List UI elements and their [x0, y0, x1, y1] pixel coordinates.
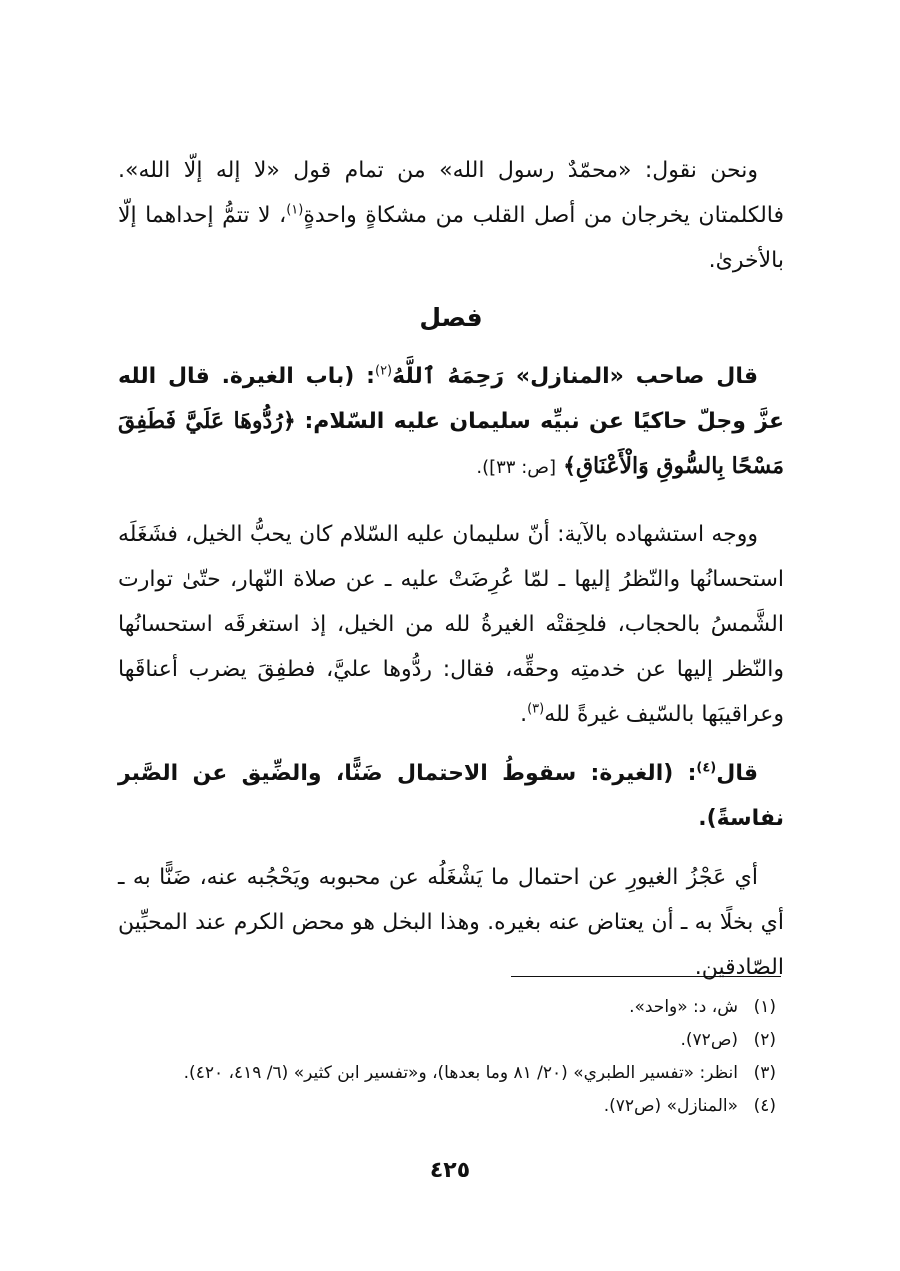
footnote-item [118, 1024, 784, 1057]
verse-reference: [ص: ٣٣]). [476, 457, 557, 478]
paragraph-3-text: ووجه استشهاده بالآية: أنّ سليمان عليه السّلام كان يحبُّ الخيل، فشَغَلَه استحسانُها والنّظرُ إليها ـ لمّا عُرِضَتْ عليه ـ عن صلاة النّهار، حتّىٰ توارت الشَّمسُ بالحجاب، فلحِقتْه الغيرةُ لله من الخيل، إذ استغرقَه استحسانُها والنّظر إليها عن خدمتِه وحقِّه، فقال: ردُّوها عليَّ، فطفِقَ يضرب أعناقَها وعراقيبَها بالسّيف غيرةً لله [118, 522, 784, 727]
footnotes-list [118, 991, 784, 1123]
paragraph-2-text: : (باب الغيرة. قال الله عزَّ وجلّ حاكيًا عن نبيِّه سليمان عليه السّلام: [118, 364, 784, 434]
footnote-marker-1[interactable]: (١) [286, 202, 304, 218]
quran-verse: ﴿رُدُّوهَا عَلَيَّ فَطَفِقَ مَسْحًا بِالسُّوقِ وَالْأَعْنَاقِ﴾ [118, 408, 784, 479]
footnote-number: (٣) [753, 1063, 776, 1083]
footnote-separator [511, 976, 781, 977]
footnote-item [118, 991, 784, 1024]
paragraph-3 [118, 512, 784, 737]
paragraph-2 [118, 354, 784, 490]
footnote-item [118, 1057, 784, 1090]
footnote-number: (١) [753, 997, 776, 1017]
paragraph-4 [118, 751, 784, 841]
paragraph-1-end: ، لا تتمُّ إحداهما إلّا بالأخرىٰ. [118, 203, 784, 273]
footnote-text: «المنازل» (ص٧٢). [603, 1096, 738, 1116]
spacer [118, 841, 784, 855]
paragraph-4-lead: قال [716, 761, 758, 786]
footnote-number: (٢) [753, 1030, 776, 1050]
spacer [118, 490, 784, 512]
footnote-text: ش، د: «واحد». [629, 997, 738, 1017]
footnote-item [118, 1090, 784, 1123]
footnote-text: انظر: «تفسير الطبري» (٢٠/ ٨١ وما بعدها)، و«تفسير ابن كثير» (٦/ ٤١٩، ٤٢٠). [183, 1063, 738, 1083]
footnote-text: (ص٧٢). [680, 1030, 738, 1050]
footnote-marker-3[interactable]: (٣) [527, 701, 545, 717]
footnote-marker-2[interactable]: (٢) [374, 363, 393, 379]
page-body [118, 148, 784, 990]
section-heading: فصل [419, 303, 483, 332]
footnote-number: (٤) [753, 1096, 776, 1116]
paragraph-4-text: : (الغيرة: سقوطُ الاحتمال ضَنًّا، والضِّيق عن الصَّبر نفاسةً). [118, 761, 784, 831]
paragraph-3-end: . [520, 702, 528, 727]
page-number: ٤٢٥ [429, 1158, 471, 1183]
paragraph-1-text: ونحن نقول: «محمّدٌ رسول الله» من تمام قول «لا إله إلّا الله». فالكلمتان يخرجان من أصل القلب من مشكاةٍ واحدةٍ [118, 158, 784, 228]
footnote-marker-4[interactable]: (٤) [696, 760, 717, 776]
paragraph-2-lead: قال صاحب «المنازل» رَحِمَهُ ٱللَّهُ [392, 364, 758, 389]
spacer [118, 737, 784, 751]
paragraph-1 [118, 148, 784, 283]
paragraph-5: أي عَجْزُ الغيورِ عن احتمال ما يَشْغَلُه عن محبوبه ويَحْجُبه عنه، ضَنًّا به ـ أي بخلًا به ـ أن يعتاض عنه بغيره. وهذا البخل هو محض الكرم عند المحبِّين الصّادقين. [118, 865, 784, 980]
